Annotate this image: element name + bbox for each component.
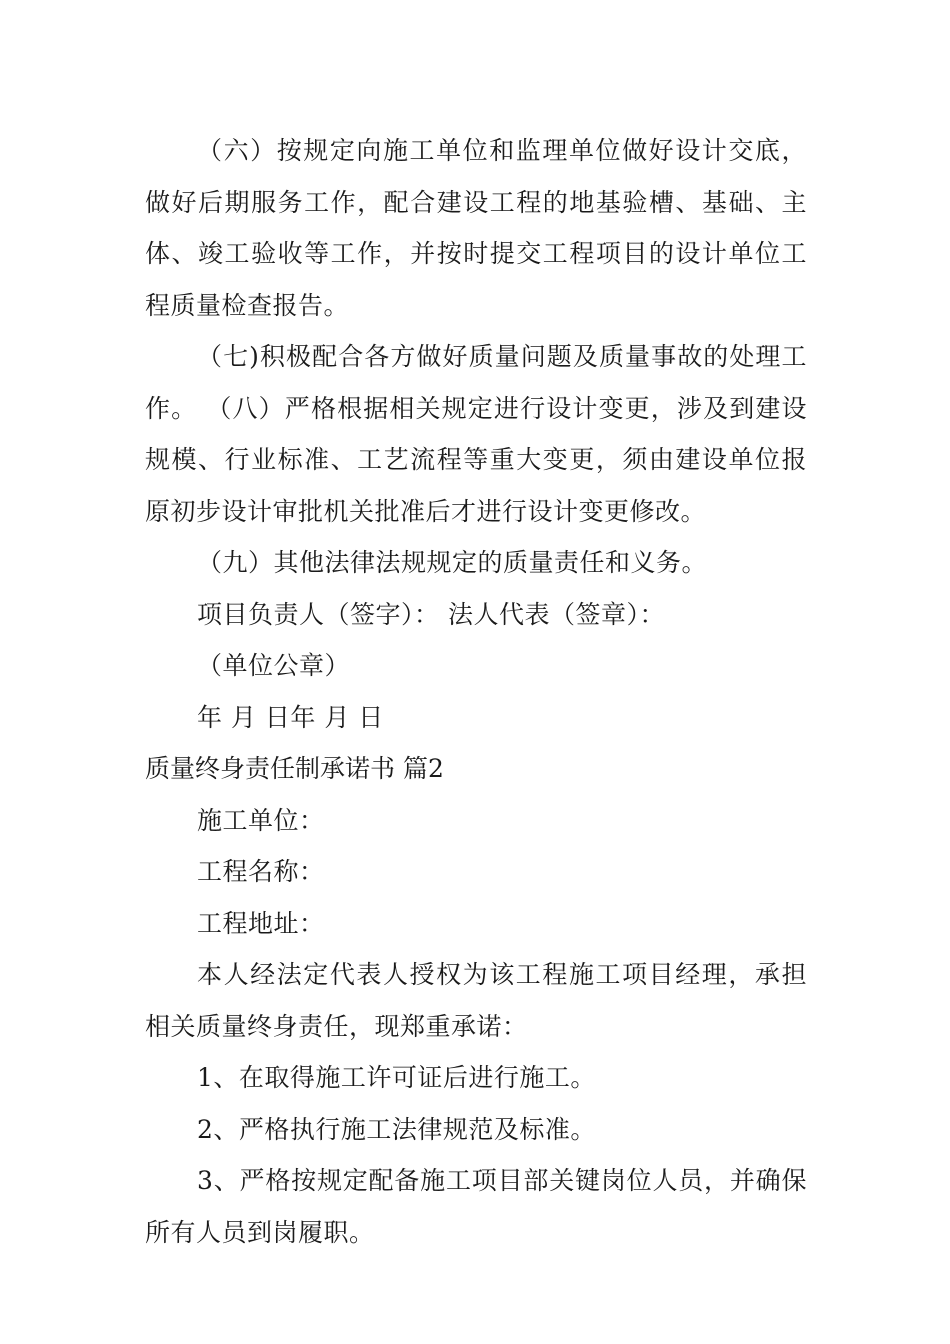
seal-line: （单位公章）	[197, 651, 351, 680]
date-line: 年 月 日年 月 日	[197, 702, 384, 732]
section-heading: 质量终身责任制承诺书 篇2	[145, 754, 444, 783]
commitment-intro: 本人经法定代表人授权为该工程施工项目经理，承担相关质量终身责任，现郑重承诺：	[145, 960, 807, 1041]
commitment-item-2: 2、严格执行施工法律规范及标准。	[197, 1114, 596, 1144]
commitment-item-1: 1、在取得施工许可证后进行施工。	[197, 1063, 596, 1092]
paragraph-item-9: （九）其他法律法规规定的质量责任和义务。	[197, 548, 708, 577]
paragraph-item-7-8: （七)积极配合各方做好质量问题及质量事故的处理工作。 （八）严格根据相关规定进行设计变更，涉及到建设规模、行业标准、工艺流程等重大变更，须由建设单位报原初步设计审批机关批准后才进行设计变更修改。	[145, 342, 807, 526]
document-body	[145, 125, 807, 1258]
commitment-item-3: 3、严格按规定配备施工项目部关键岗位人员，并确保所有人员到岗履职。	[145, 1166, 807, 1247]
field-construction-unit: 施工单位：	[197, 805, 325, 835]
field-project-name: 工程名称：	[197, 857, 325, 886]
signature-line: 项目负责人（签字）： 法人代表（签章）：	[197, 599, 665, 629]
paragraph-item-6: （六）按规定向施工单位和监理单位做好设计交底，做好后期服务工作，配合建设工程的地基验槽、基础、主体、竣工验收等工作，并按时提交工程项目的设计单位工程质量检查报告。	[145, 136, 807, 320]
field-project-address: 工程地址：	[197, 908, 325, 938]
